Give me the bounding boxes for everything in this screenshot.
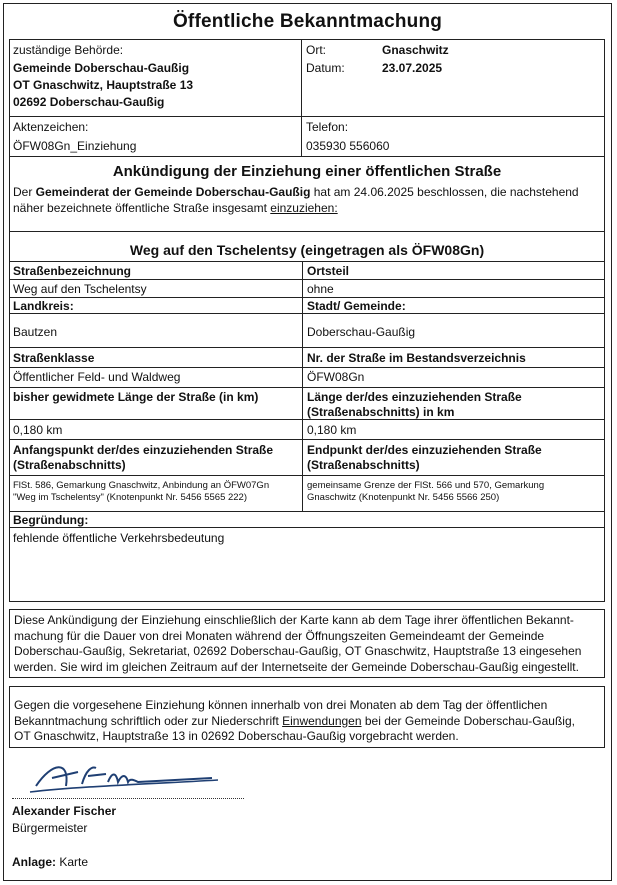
announcement-box	[9, 156, 605, 602]
signature	[22, 756, 227, 798]
road-name-value: Weg auf den Tschelentsy	[13, 282, 147, 296]
length-value: 0,180 km	[13, 423, 63, 437]
phone-value: 035930 556060	[306, 139, 390, 153]
authority-street: OT Gnaschwitz, Hauptstraße 13	[13, 78, 194, 92]
file-number-label: Aktenzeichen:	[13, 120, 89, 134]
attachment: Anlage: Karte	[12, 855, 89, 869]
district-value: ohne	[307, 282, 334, 296]
withdrawn-length-label-1: Länge der/des einzuziehenden Straße	[307, 390, 522, 404]
notice-page	[3, 3, 612, 881]
withdrawn-length-label-2: (Straßenabschnitts) in km	[307, 405, 455, 419]
file-number-value: ÖFW08Gn_Einziehung	[13, 139, 137, 153]
road-number-label: Nr. der Straße im Bestandsverzeichnis	[307, 351, 526, 365]
header-box	[9, 39, 605, 157]
end-point-label-1: Endpunkt der/des einzuziehenden Straße	[307, 443, 542, 457]
phone-label: Telefon:	[306, 120, 349, 134]
road-title: Weg auf den Tschelentsy (eingetragen als ÖFW08Gn)	[129, 242, 485, 258]
length-label: bisher gewidmete Länge der Straße (in km)	[13, 390, 259, 404]
inspection-paragraph: Diese Ankündigung der Einziehung einschließlich der Karte kann ab dem Tage ihrer öffentlichen Bekannt- machung für die Dauer von drei Monaten während der Öffnungszeiten Gemeindeamt der Gemeinde Doberschau-Gaußig, Sekretariat, 02692 Doberschau-Gaußig, OT Gnaschwitz, Hauptstraße 13 eingesehen werden. Sie wird im gleichen Zeitraum auf der Internetseite der Gemeinde Doberschau-Gaußig eingestellt.	[14, 613, 582, 674]
date-value: 23.07.2025	[382, 61, 443, 75]
objection-box	[9, 686, 605, 748]
place-label: Ort:	[306, 43, 326, 57]
road-class-label: Straßenklasse	[13, 351, 95, 365]
reason-label: Begründung:	[13, 513, 89, 527]
signatory-name: Alexander Fischer	[12, 804, 117, 818]
road-class-value: Öffentlicher Feld- und Waldweg	[13, 370, 181, 384]
place-value: Gnaschwitz	[382, 43, 449, 57]
withdrawn-length-value: 0,180 km	[307, 423, 357, 437]
authority-label: zuständige Behörde:	[13, 43, 124, 57]
signature-line	[12, 798, 244, 799]
end-point-label-2: (Straßenabschnitts)	[307, 458, 420, 472]
town-value: Doberschau-Gaußig	[307, 325, 416, 339]
start-point-value-2: "Weg im Tschelentsy" (Knotenpunkt Nr. 5456 5565 222)	[13, 492, 248, 503]
date-label: Datum:	[306, 61, 345, 75]
road-number-value: ÖFW08Gn	[307, 370, 365, 384]
district-label: Ortsteil	[307, 264, 350, 278]
start-point-value-1: FlSt. 586, Gemarkung Gnaschwitz, Anbindung an ÖFW07Gn	[13, 480, 270, 491]
inspection-box	[9, 609, 605, 678]
county-value: Bautzen	[13, 325, 58, 339]
reason-value: fehlende öffentliche Verkehrsbedeutung	[13, 531, 225, 545]
announcement-title: Ankündigung der Einziehung einer öffentlichen Straße	[112, 163, 502, 180]
road-name-label: Straßenbezeichnung	[13, 264, 132, 278]
objection-paragraph: Gegen die vorgesehene Einziehung können innerhalb von drei Monaten ab dem Tag der öffentlichen Bekanntmachung schriftlich oder zur Niederschrift Einwendungen bei der Gemeinde Doberschau-Gaußig, OT Gnaschwitz, Hauptstraße 13 in 02692 Doberschau-Gaußig vorgebracht werden.	[14, 698, 575, 743]
county-label: Landkreis:	[13, 299, 74, 313]
start-point-label-1: Anfangspunkt der/des einzuziehenden Straße	[13, 443, 274, 457]
authority-name: Gemeinde Doberschau-Gaußig	[13, 61, 190, 75]
authority-city: 02692 Doberschau-Gaußig	[13, 95, 165, 109]
document-title: Öffentliche Bekanntmachung	[172, 11, 443, 32]
end-point-value-1: gemeinsame Grenze der FlSt. 566 und 570, Gemarkung	[307, 480, 545, 491]
announcement-paragraph: Der Gemeinderat der Gemeinde Doberschau-Gaußig hat am 24.06.2025 beschlossen, die nachstehend näher bezeichnete öffentliche Straße insgesamt einzuziehen:	[13, 185, 579, 215]
signatory-role: Bürgermeister	[12, 821, 88, 835]
end-point-value-2: Gnaschwitz (Knotenpunkt Nr. 5456 5566 250)	[307, 492, 500, 503]
town-label: Stadt/ Gemeinde:	[307, 299, 406, 313]
start-point-label-2: (Straßenabschnitts)	[13, 458, 126, 472]
